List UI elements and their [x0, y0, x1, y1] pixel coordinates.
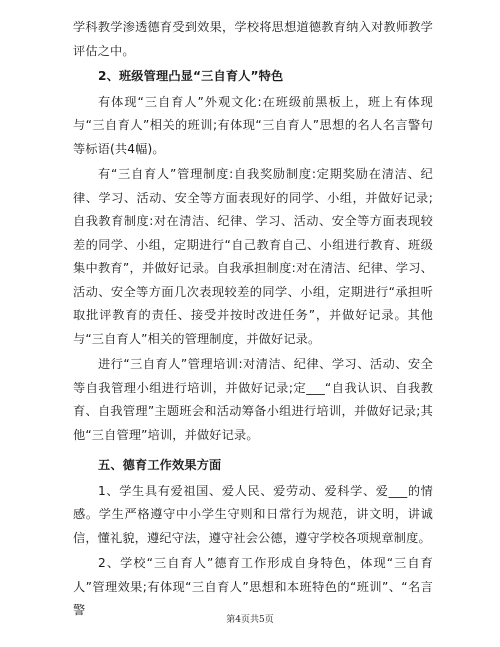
document-body [73, 16, 433, 623]
paragraph-school-feature: 2、学校“三自育人”德育工作形成自身特色，体现“三自育人”管理效果;有体现“三自育人”思想和本班特色的“班训”、“名言警 [73, 556, 433, 617]
section-heading-class-management: 2、班级管理凸显“三自育人”特色 [98, 69, 284, 83]
paragraph-management-training: 进行“三自育人”管理培训:对清洁、纪律、学习、活动、安全等自我管理小组进行培训，并做好记录;定___“自我认识、自我教育、自我管理”主题班会和活动筹备小组进行培训，并做好记录;其他“三自管理”培训，并做好记录。 [73, 357, 433, 442]
paragraph-continuation: 学科教学渗透德育受到效果，学校将思想道德教育纳入对教师教学评估之中。 [73, 20, 433, 58]
section-heading-moral-education-effect: 五、德育工作效果方面 [98, 458, 222, 472]
paragraph-student-effect: 1、学生具有爱祖国、爱人民、爱劳动、爱科学、爱___的情感。学生严格遵守中小学生守则和日常行为规范，讲文明，讲诚信，懂礼貌，遵纪守法，遵守社会公德，遵守学校各项规章制度。 [73, 483, 433, 545]
paragraph-external-culture: 有体现“三自育人”外观文化:在班级前黑板上，班上有体现与“三自育人”相关的班训;有体现“三自育人”思想的名人名言警句等标语(共4幅)。 [73, 94, 433, 156]
paragraph-management-system: 有“三自育人”管理制度:自我奖励制度:定期奖励在清洁、纪律、学习、活动、安全等方面表现好的同学、小组，并做好记录;自我教育制度:对在清洁、纪律、学习、活动、安全等方面表现较差的同学、小组，定期进行“自己教育自己、小组进行教育、班级集中教育”，并做好记录。自我承担制度:对在清洁、纪律、学习、活动、安全等方面几次表现较差的同学、小组，定期进行“承担听取批评教育的责任、接受并按时改进任务”，并做好记录。其他与“三自育人”相关的管理制度，并做好记录。 [73, 167, 433, 346]
page-footer: 第4页共5页 [226, 615, 274, 625]
